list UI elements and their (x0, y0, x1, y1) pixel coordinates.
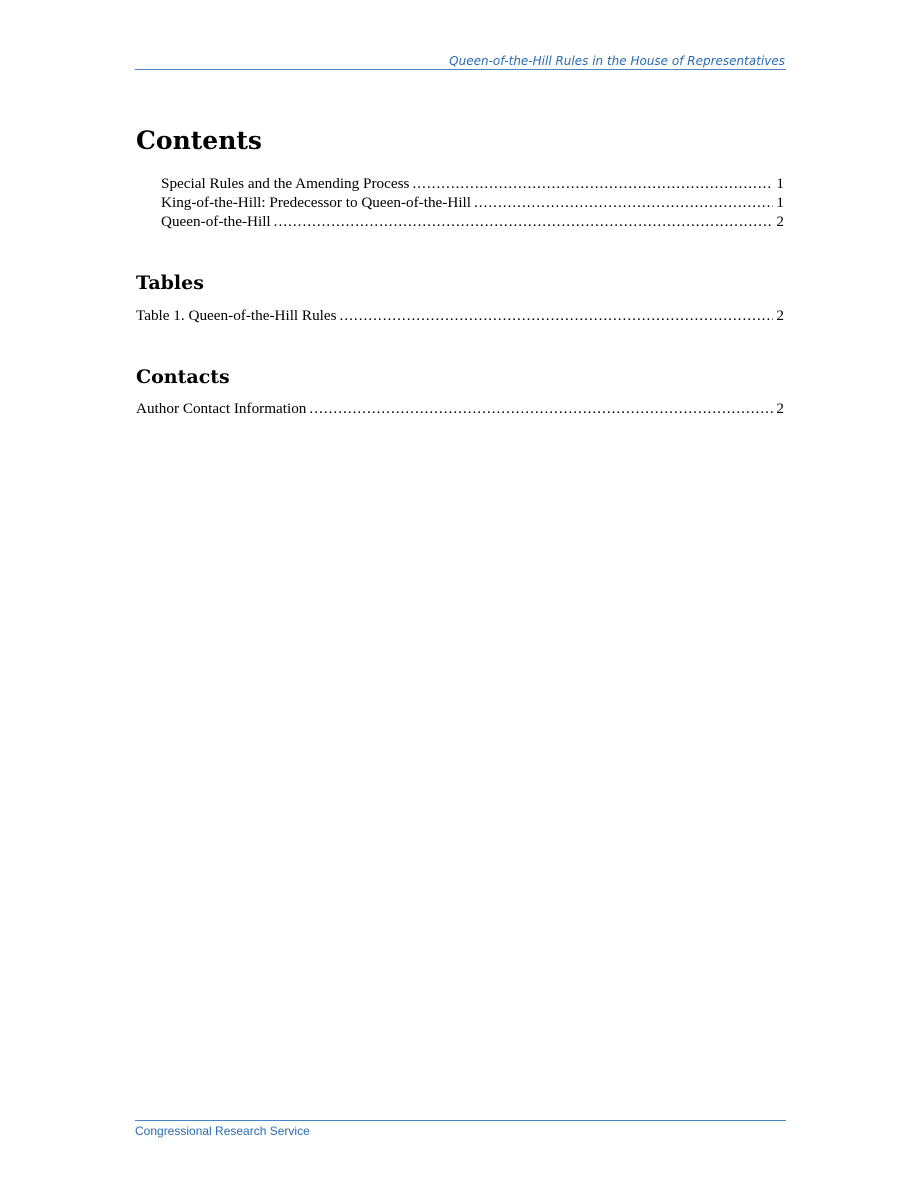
toc-entry-queen-of-the-hill[interactable] (161, 212, 784, 231)
toc-entry-label: Author Contact Information (136, 400, 307, 417)
running-header-title: Queen-of-the-Hill Rules in the House of Representatives (449, 54, 785, 68)
toc-page-number: 2 (776, 400, 784, 417)
contacts-list (136, 399, 784, 418)
contacts-heading: Contacts (136, 366, 230, 388)
dot-leader (412, 174, 773, 193)
running-header (135, 54, 786, 70)
tables-heading: Tables (136, 272, 204, 294)
toc-page-number: 1 (776, 194, 784, 211)
toc-entry-special-rules[interactable] (161, 174, 784, 193)
toc-page-number: 2 (776, 307, 784, 324)
tables-list (136, 306, 784, 325)
toc-entry-label: Table 1. Queen-of-the-Hill Rules (136, 307, 337, 324)
toc-page-number: 1 (776, 175, 784, 192)
dot-leader (474, 193, 773, 212)
dot-leader (340, 306, 774, 325)
toc-entry-label: Special Rules and the Amending Process (161, 175, 410, 192)
toc-entry-table-1[interactable] (136, 306, 784, 325)
toc-entry-label: King-of-the-Hill: Predecessor to Queen-of-the-Hill (161, 194, 471, 211)
toc-page-number: 2 (776, 213, 784, 230)
contents-title: Contents (136, 126, 263, 155)
toc-entry-author-contact[interactable] (136, 399, 784, 418)
toc-entry-king-of-the-hill[interactable] (161, 193, 784, 212)
toc-entry-label: Queen-of-the-Hill (161, 213, 271, 230)
dot-leader (309, 399, 773, 418)
footer-organization: Congressional Research Service (135, 1124, 310, 1138)
dot-leader (274, 212, 774, 231)
running-footer (135, 1120, 786, 1138)
contents-list (161, 174, 784, 231)
